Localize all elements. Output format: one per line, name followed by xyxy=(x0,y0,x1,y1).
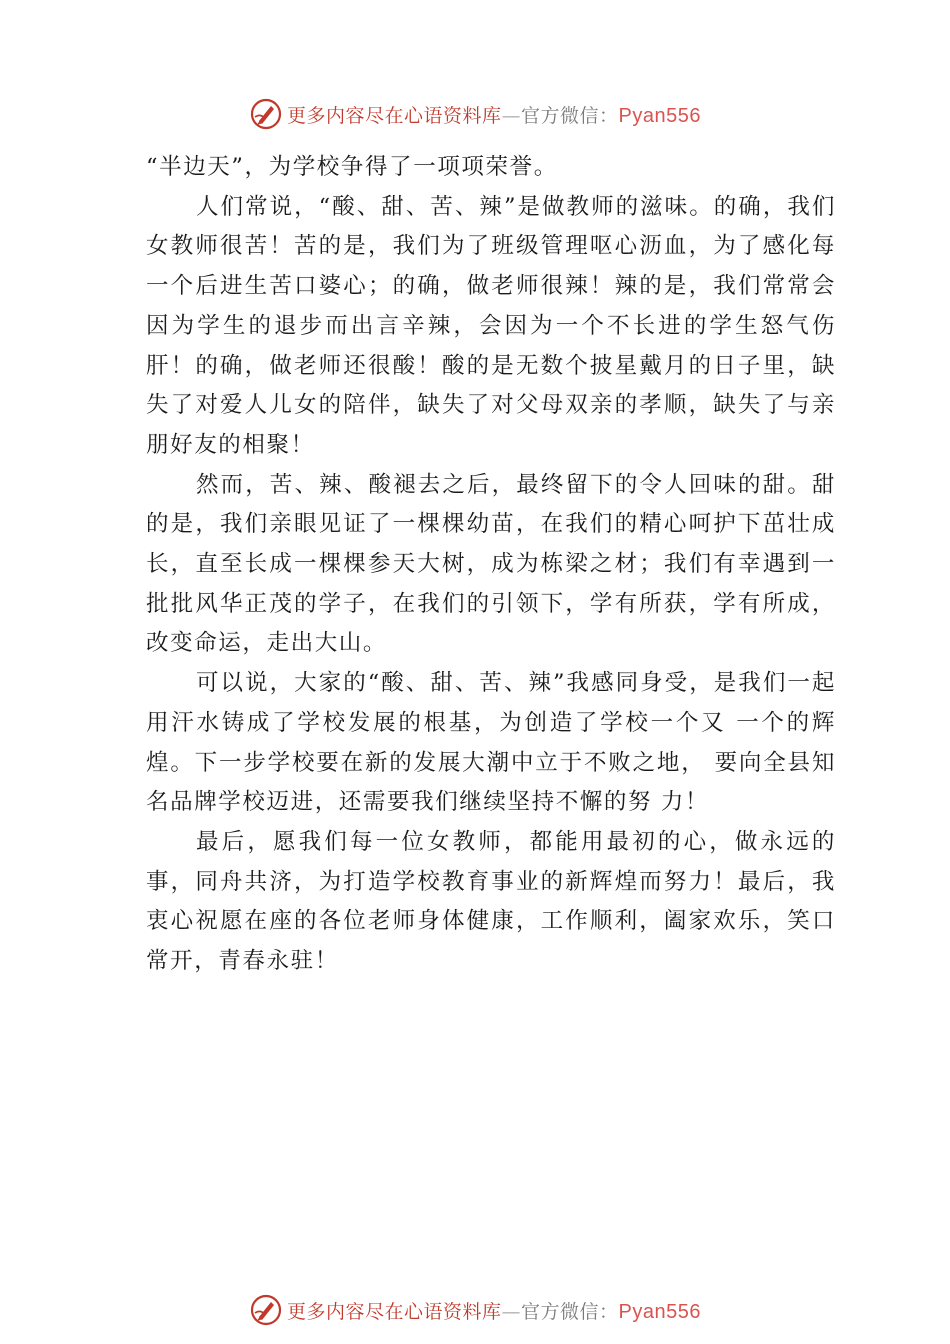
pen-circle-logo-icon xyxy=(249,97,283,131)
banner-wechat-id: Pyan556 xyxy=(618,104,701,127)
banner-wechat-label: 官方微信： xyxy=(521,1300,619,1323)
banner-wechat-label: 官方微信： xyxy=(521,104,619,127)
footer-banner xyxy=(0,1290,950,1330)
paragraph-flavors: 人们常说，“酸、甜、苦、辣”是做教师的滋味。的确，我们女教师很苦！苦的是，我们为了班级管理呕心沥血，为了感化每一个后进生苦口婆心；的确，做老师很辣！辣的是，我们常常会因为学生的退步而出言辛辣，会因为一个不长进的学生怒气伤肝！的确，做老师还很酸！酸的是无数个披星戴月的日子里，缺失了对爱人儿女的陪伴，缺失了对父母双亲的孝顺，缺失了与亲朋好友的相聚！ xyxy=(146,193,836,458)
paragraph-closing: 最后，愿我们每一位女教师，都能用最初的心，做永远的事，同舟共济，为打造学校教育事业的新辉煌而努力！最后，我衷心祝愿在座的各位老师身体健康，工作顺利，阖家欢乐，笑口常开，青春永驻！ xyxy=(146,828,836,975)
banner-separator: — xyxy=(501,1300,522,1323)
document-body xyxy=(146,148,836,982)
paragraph-continuation: “半边天”，为学校争得了一项项荣誉。 xyxy=(146,154,558,180)
banner-title: 更多内容尽在心语资料库 xyxy=(287,1300,502,1323)
header-banner xyxy=(0,94,950,134)
paragraph-sweetness: 然而，苦、辣、酸褪去之后，最终留下的令人回味的甜。甜的是，我们亲眼见证了一棵棵幼苗，在我们的精心呵护下茁壮成长，直至长成一棵棵参天大树，成为栋梁之材；我们有幸遇到一批批风华正茂的学子，在我们的引领下，学有所获，学有所成，改变命运，走出大山。 xyxy=(146,471,836,657)
banner-separator: — xyxy=(501,104,522,127)
banner-wechat-id: Pyan556 xyxy=(618,1300,701,1323)
banner-title: 更多内容尽在心语资料库 xyxy=(287,104,502,127)
pen-circle-logo-icon xyxy=(249,1293,283,1327)
paragraph-foundation: 可以说，大家的“酸、甜、苦、辣”我感同身受，是我们一起用汗水铸成了学校发展的根基，为创造了学校一个又 一个的辉煌。下一步学校要在新的发展大潮中立于不败之地， 要向全县知名品牌学校迈进，还需要我们继续坚持不懈的努 力！ xyxy=(146,670,836,816)
